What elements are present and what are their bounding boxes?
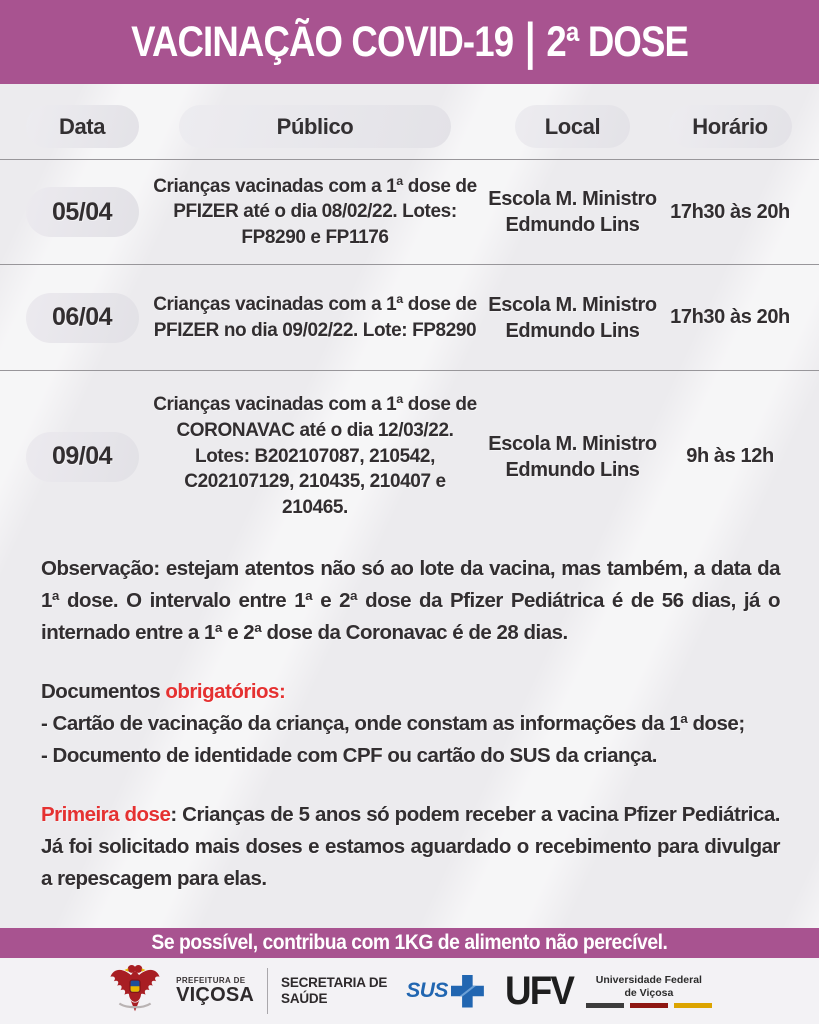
date-badge: 05/04	[26, 187, 139, 237]
sus-cross-icon	[451, 975, 484, 1008]
table-column-headers	[0, 105, 819, 148]
primeira-dose-colon: :	[170, 803, 177, 826]
documentos-section	[41, 676, 780, 772]
publico-text: Crianças vacinadas com a 1ª dose de PFIZER no dia 09/02/22. Lote: FP8290	[153, 293, 477, 341]
date-badge: 09/04	[26, 432, 139, 482]
sus-label: SUS	[406, 979, 448, 1002]
title-separator: |	[525, 13, 535, 70]
ufv-dashes-icon	[586, 1003, 712, 1008]
primeira-dose-label: Primeira dose	[41, 803, 171, 826]
horario-text: 9h às 12h	[686, 445, 774, 467]
table-row	[0, 370, 819, 542]
documentos-heading	[41, 680, 285, 703]
ufv-logo	[505, 969, 712, 1014]
observacao-paragraph: Observação: estejam atentos não só ao lote da vacina, mas também, a data da 1ª dose. O intervalo entre 1ª e 2ª dose da Pfizer Pediátrica é de 56 dias, já o internado entre a 1ª e 2ª dose da Coronavac é de 28 dias.	[41, 557, 780, 644]
ufv-sub-line1: Universidade Federal	[595, 974, 702, 987]
secretaria-line1: SECRETARIA DE	[281, 975, 388, 991]
title-right: 2ª DOSE	[546, 17, 688, 66]
food-donation-banner	[0, 928, 819, 958]
primeira-dose-paragraph	[41, 799, 780, 895]
page-title	[131, 13, 688, 70]
header-band	[0, 0, 819, 84]
prefeitura-big-label: VIÇOSA	[176, 984, 255, 1006]
logo-divider	[267, 968, 268, 1014]
column-header-publico: Público	[179, 105, 451, 148]
date-badge: 06/04	[26, 293, 139, 343]
documentos-label: Documentos	[41, 680, 161, 703]
prefeitura-small-label: PREFEITURA DE	[176, 976, 246, 985]
title-left: VACINAÇÃO COVID-19	[131, 17, 514, 66]
primeira-dose-text: Crianças de 5 anos só podem receber a vacina Pfizer Pediátrica. Já foi solicitado mais doses e estamos aguardado o recebimento para divulgar a repescagem para elas.	[41, 803, 780, 890]
ufv-sub-line2: de Viçosa	[624, 986, 674, 999]
footer-logos	[0, 958, 819, 1024]
local-text: Escola M. Ministro Edmundo Lins	[488, 188, 657, 236]
column-header-data: Data	[26, 105, 139, 148]
sus-logo	[406, 975, 484, 1008]
prefeitura-logo-text	[176, 977, 254, 1005]
secretaria-saude-label	[281, 975, 387, 1006]
table-row	[0, 159, 819, 264]
documentos-item: - Documento de identidade com CPF ou cartão do SUS da criança.	[41, 743, 658, 767]
publico-text: Crianças vacinadas com a 1ª dose de PFIZER até o dia 08/02/22. Lotes: FP8290 e FP1176	[153, 175, 477, 248]
local-text: Escola M. Ministro Edmundo Lins	[488, 293, 657, 342]
ufv-label: UFV	[504, 968, 573, 1013]
local-text: Escola M. Ministro Edmundo Lins	[488, 432, 657, 481]
horario-text: 17h30 às 20h	[670, 306, 790, 328]
column-header-local: Local	[515, 105, 630, 148]
horario-text: 17h30 às 20h	[670, 200, 790, 223]
secretaria-line2: SAÚDE	[281, 991, 328, 1006]
vicosa-crest-icon	[107, 960, 163, 1023]
table-row	[0, 264, 819, 370]
publico-text: Crianças vacinadas com a 1ª dose de CORONAVAC até o dia 12/03/22. Lotes: B202107087, 210542, C202107129, 210435, 210407 e 210465.	[153, 394, 477, 518]
schedule-table	[0, 159, 819, 542]
documentos-highlight: obrigatórios:	[165, 680, 286, 703]
documentos-item: - Cartão de vacinação da criança, onde constam as informações da 1ª dose;	[41, 711, 745, 735]
banner-text: Se possível, contribua com 1KG de alimento não perecível.	[151, 931, 668, 954]
column-header-horario: Horário	[669, 105, 792, 148]
ufv-subtitle	[586, 974, 712, 1007]
